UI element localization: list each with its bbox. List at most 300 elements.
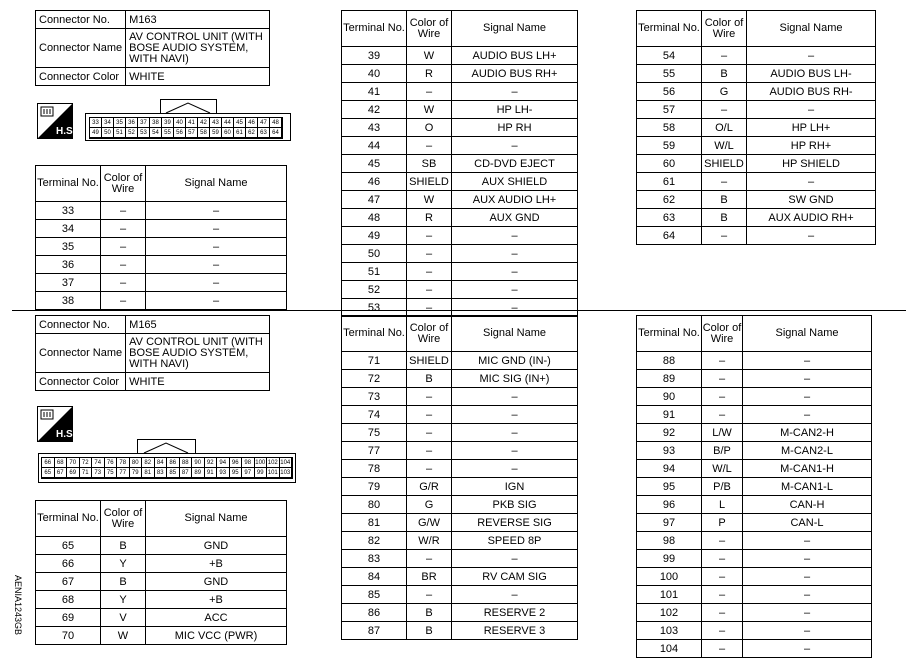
signal-name-cell: +B (146, 591, 287, 609)
signal-name-cell: HP SHIELD (747, 155, 876, 173)
wire-color-cell: – (702, 550, 743, 568)
connector-pin: 61 (234, 128, 246, 138)
signal-name-cell: GND (146, 537, 287, 555)
table-row (637, 83, 876, 101)
signal-name-cell: – (743, 406, 872, 424)
table-row (342, 191, 578, 209)
terminal-no-cell: 91 (637, 406, 702, 424)
connector-pin: 80 (130, 458, 143, 468)
signal-name-cell: – (743, 370, 872, 388)
table-row (342, 496, 578, 514)
terminal-no-cell: 79 (342, 478, 407, 496)
connector-pin: 67 (55, 468, 68, 478)
signal-name-cell: MIC VCC (PWR) (146, 627, 287, 645)
signal-name-cell: – (146, 220, 287, 238)
terminal-no-cell: 35 (36, 238, 101, 256)
wire-color-cell: – (407, 406, 452, 424)
table-row (342, 568, 578, 586)
signal-name-cell: AUDIO BUS RH+ (452, 65, 578, 83)
wire-color-header: Color of Wire (407, 316, 452, 352)
table-row (342, 604, 578, 622)
signal-name-cell: +B (146, 555, 287, 573)
signal-name-cell: ACC (146, 609, 287, 627)
signal-name-cell: – (452, 424, 578, 442)
terminal-no-cell: 69 (36, 609, 101, 627)
connector-pin: 71 (80, 468, 93, 478)
terminal-no-cell: 41 (342, 83, 407, 101)
wire-color-cell: – (702, 173, 747, 191)
connector-pin: 84 (155, 458, 168, 468)
terminal-no-cell: 85 (342, 586, 407, 604)
terminal-no-cell: 102 (637, 604, 702, 622)
signal-name-cell: – (452, 227, 578, 245)
terminal-no-cell: 40 (342, 65, 407, 83)
table-row (342, 155, 578, 173)
terminal-no-cell: 62 (637, 191, 702, 209)
wire-color-cell: B (407, 604, 452, 622)
terminal-no-cell: 78 (342, 460, 407, 478)
hs-label: H.S. (56, 126, 76, 137)
wire-color-cell: B (702, 65, 747, 83)
wire-color-cell: – (407, 245, 452, 263)
connector-pin: 100 (255, 458, 268, 468)
terminal-no-cell: 93 (637, 442, 702, 460)
signal-name-cell: M-CAN1-L (743, 478, 872, 496)
signal-name-cell: HP RH+ (747, 137, 876, 155)
wire-color-cell: – (407, 388, 452, 406)
terminal-no-cell: 95 (637, 478, 702, 496)
terminal-no-cell: 61 (637, 173, 702, 191)
wire-color-cell: BR (407, 568, 452, 586)
wire-color-cell: L/W (702, 424, 743, 442)
terminal-no-cell: 88 (637, 352, 702, 370)
signal-name-cell: – (452, 137, 578, 155)
signal-name-cell: – (747, 101, 876, 119)
wire-color-cell: SHIELD (702, 155, 747, 173)
wire-color-cell: SHIELD (407, 352, 452, 370)
wire-color-cell: – (407, 299, 452, 317)
terminal-table (636, 10, 876, 245)
signal-name-cell: REVERSE SIG (452, 514, 578, 532)
terminal-no-cell: 38 (36, 292, 101, 310)
connector-pin: 95 (230, 468, 243, 478)
terminal-table (35, 165, 287, 310)
wire-color-cell: – (407, 586, 452, 604)
terminal-no-cell: 104 (637, 640, 702, 658)
terminal-no-cell: 58 (637, 119, 702, 137)
terminal-no-cell: 34 (36, 220, 101, 238)
table-row (637, 568, 872, 586)
signal-name-cell: HP LH- (452, 101, 578, 119)
terminal-no-cell: 97 (637, 514, 702, 532)
wire-color-cell: B (101, 573, 146, 591)
signal-name-cell: RESERVE 3 (452, 622, 578, 640)
terminal-no-cell: 60 (637, 155, 702, 173)
terminal-no-cell: 39 (342, 47, 407, 65)
table-row (342, 281, 578, 299)
terminal-no-cell: 57 (637, 101, 702, 119)
table-row (637, 532, 872, 550)
signal-name-cell: – (747, 47, 876, 65)
wire-color-cell: W (407, 101, 452, 119)
signal-name-cell: – (146, 256, 287, 274)
wire-color-cell: – (702, 640, 743, 658)
table-row (342, 424, 578, 442)
wire-color-cell: W (407, 191, 452, 209)
wire-color-cell: – (407, 83, 452, 101)
connector-pin: 97 (242, 468, 255, 478)
terminal-no-cell: 80 (342, 496, 407, 514)
signal-name-cell: CAN-L (743, 514, 872, 532)
signal-name-cell: AUDIO BUS LH- (747, 65, 876, 83)
wire-color-cell: B (407, 370, 452, 388)
signal-name-cell: AUX GND (452, 209, 578, 227)
connector-pin: 51 (114, 128, 126, 138)
table-row (637, 137, 876, 155)
connector-pin: 102 (267, 458, 280, 468)
terminal-no-cell: 99 (637, 550, 702, 568)
wire-color-cell: G (407, 496, 452, 514)
connector-pin: 37 (138, 118, 150, 128)
signal-name-cell: – (743, 622, 872, 640)
connector-info-m165 (35, 315, 270, 391)
connector-pin: 82 (142, 458, 155, 468)
connector-pin: 59 (210, 128, 222, 138)
connector-info-m163 (35, 10, 270, 86)
connector-color-label: Connector Color (36, 68, 126, 86)
table-row (637, 352, 872, 370)
terminal-no-header: Terminal No. (36, 166, 101, 202)
wire-color-cell: G/W (407, 514, 452, 532)
signal-name-cell: – (452, 281, 578, 299)
terminal-no-cell: 86 (342, 604, 407, 622)
signal-name-cell: – (743, 550, 872, 568)
table-row (637, 119, 876, 137)
wire-color-cell: – (702, 604, 743, 622)
connector-pin: 35 (114, 118, 126, 128)
terminal-no-cell: 52 (342, 281, 407, 299)
wire-color-header: Color of Wire (407, 11, 452, 47)
terminal-no-cell: 66 (36, 555, 101, 573)
terminal-no-cell: 100 (637, 568, 702, 586)
table-row (637, 550, 872, 568)
connector-pin: 47 (258, 118, 270, 128)
signal-name-cell: – (452, 406, 578, 424)
table-row (342, 209, 578, 227)
wire-color-cell: G (702, 83, 747, 101)
wire-color-cell: B/P (702, 442, 743, 460)
connector-pin: 104 (280, 458, 293, 468)
table-row (342, 101, 578, 119)
signal-name-cell: AUX AUDIO LH+ (452, 191, 578, 209)
connector-pin: 38 (150, 118, 162, 128)
terminal-no-cell: 65 (36, 537, 101, 555)
table-row (36, 627, 287, 645)
signal-name-cell: CAN-H (743, 496, 872, 514)
terminal-no-cell: 77 (342, 442, 407, 460)
table-row (36, 274, 287, 292)
connector-color-value: WHITE (126, 373, 270, 391)
connector-pin: 91 (205, 468, 218, 478)
terminal-no-cell: 68 (36, 591, 101, 609)
signal-name-cell: GND (146, 573, 287, 591)
wire-color-cell: – (702, 532, 743, 550)
terminal-no-cell: 82 (342, 532, 407, 550)
signal-name-cell: – (743, 568, 872, 586)
wire-color-cell: Y (101, 555, 146, 573)
connector-pin: 81 (142, 468, 155, 478)
table-row (342, 65, 578, 83)
table-row (637, 586, 872, 604)
table-row (637, 388, 872, 406)
connector-pin: 63 (258, 128, 270, 138)
wire-color-cell: P (702, 514, 743, 532)
terminal-no-cell: 101 (637, 586, 702, 604)
table-row (637, 47, 876, 65)
wire-color-cell: – (702, 352, 743, 370)
connector-pin: 88 (180, 458, 193, 468)
wire-color-cell: SHIELD (407, 173, 452, 191)
connector-pin: 74 (92, 458, 105, 468)
connector-pin: 46 (246, 118, 258, 128)
signal-name-header: Signal Name (146, 166, 287, 202)
terminal-no-cell: 48 (342, 209, 407, 227)
wire-color-cell: R (407, 65, 452, 83)
table-row (637, 101, 876, 119)
wire-color-header: Color of Wire (101, 166, 146, 202)
wire-color-cell: W/R (407, 532, 452, 550)
connector-color-label: Connector Color (36, 373, 126, 391)
table-row (637, 227, 876, 245)
table-row (36, 292, 287, 310)
wire-color-cell: W (101, 627, 146, 645)
wire-color-header: Color of Wire (702, 11, 747, 47)
table-row (342, 550, 578, 568)
wire-color-cell: – (407, 424, 452, 442)
signal-name-cell: SPEED 8P (452, 532, 578, 550)
table-row (342, 532, 578, 550)
terminal-no-cell: 87 (342, 622, 407, 640)
terminal-no-header: Terminal No. (36, 501, 101, 537)
connector-pin: 68 (55, 458, 68, 468)
terminal-no-cell: 55 (637, 65, 702, 83)
connector-pin: 62 (246, 128, 258, 138)
signal-name-cell: PKB SIG (452, 496, 578, 514)
table-row (637, 173, 876, 191)
terminal-no-header: Terminal No. (342, 11, 407, 47)
table-row (36, 573, 287, 591)
wire-color-cell: B (101, 537, 146, 555)
wire-color-cell: – (702, 101, 747, 119)
connector-pin: 40 (174, 118, 186, 128)
table-row (342, 47, 578, 65)
connector-pin: 94 (217, 458, 230, 468)
table-row (342, 370, 578, 388)
terminal-no-header: Terminal No. (637, 316, 702, 352)
wire-color-cell: – (702, 47, 747, 65)
signal-name-cell: – (743, 352, 872, 370)
table-row (637, 209, 876, 227)
connector-no-label: Connector No. (36, 316, 126, 334)
connector-name-label: Connector Name (36, 29, 126, 68)
connector-pin: 50 (102, 128, 114, 138)
signal-name-cell: M-CAN2-L (743, 442, 872, 460)
table-row (36, 220, 287, 238)
wire-color-cell: G/R (407, 478, 452, 496)
signal-name-cell: – (452, 586, 578, 604)
table-row (637, 65, 876, 83)
terminal-table (341, 10, 578, 317)
wire-color-cell: B (702, 209, 747, 227)
table-row (637, 424, 872, 442)
terminal-no-cell: 37 (36, 274, 101, 292)
table-row (637, 442, 872, 460)
table-row (342, 173, 578, 191)
signal-name-cell: – (747, 227, 876, 245)
connector-pin: 103 (280, 468, 293, 478)
table-row (36, 256, 287, 274)
wire-color-cell: – (702, 568, 743, 586)
terminal-no-cell: 103 (637, 622, 702, 640)
pin-grid (41, 457, 293, 479)
table-row (342, 622, 578, 640)
terminal-no-cell: 59 (637, 137, 702, 155)
wire-color-cell: – (407, 550, 452, 568)
wire-color-cell: L (702, 496, 743, 514)
table-row (637, 370, 872, 388)
table-row (342, 406, 578, 424)
table-row (342, 299, 578, 317)
wire-color-cell: – (407, 442, 452, 460)
table-row (342, 442, 578, 460)
signal-name-header: Signal Name (452, 316, 578, 352)
signal-name-header: Signal Name (743, 316, 872, 352)
signal-name-cell: CD-DVD EJECT (452, 155, 578, 173)
wire-color-header: Color of Wire (702, 316, 743, 352)
table-row (342, 119, 578, 137)
table-row (36, 202, 287, 220)
wire-color-cell: – (101, 220, 146, 238)
signal-name-cell: – (452, 388, 578, 406)
table-row (637, 604, 872, 622)
connector-color-value: WHITE (126, 68, 270, 86)
terminal-no-cell: 73 (342, 388, 407, 406)
wire-color-cell: – (101, 292, 146, 310)
wire-color-cell: – (702, 586, 743, 604)
terminal-no-cell: 43 (342, 119, 407, 137)
table-row (342, 227, 578, 245)
table-row (36, 609, 287, 627)
wire-color-cell: – (407, 227, 452, 245)
signal-name-cell: M-CAN1-H (743, 460, 872, 478)
connector-no-label: Connector No. (36, 11, 126, 29)
terminal-no-cell: 67 (36, 573, 101, 591)
signal-name-cell: AUDIO BUS LH+ (452, 47, 578, 65)
table-row (342, 352, 578, 370)
connector-pin: 48 (270, 118, 282, 128)
wire-color-cell: O (407, 119, 452, 137)
connector-pin: 70 (67, 458, 80, 468)
table-row (342, 460, 578, 478)
terminal-no-cell: 47 (342, 191, 407, 209)
signal-name-cell: AUX AUDIO RH+ (747, 209, 876, 227)
wire-color-cell: Y (101, 591, 146, 609)
connector-pin: 41 (186, 118, 198, 128)
connector-pin: 96 (230, 458, 243, 468)
wire-color-cell: V (101, 609, 146, 627)
connector-no-value: M163 (126, 11, 270, 29)
signal-name-cell: HP RH (452, 119, 578, 137)
terminal-no-cell: 45 (342, 155, 407, 173)
signal-name-cell: – (747, 173, 876, 191)
connector-pin: 99 (255, 468, 268, 478)
connector-pin: 72 (80, 458, 93, 468)
signal-name-cell: – (452, 83, 578, 101)
terminal-no-cell: 64 (637, 227, 702, 245)
signal-name-cell: – (452, 442, 578, 460)
wire-color-cell: – (702, 622, 743, 640)
signal-name-header: Signal Name (452, 11, 578, 47)
pin-grid (89, 117, 283, 139)
connector-pin: 73 (92, 468, 105, 478)
wire-color-cell: R (407, 209, 452, 227)
connector-pin: 64 (270, 128, 282, 138)
signal-name-cell: – (452, 245, 578, 263)
connector-pin: 49 (90, 128, 102, 138)
connector-pin: 75 (105, 468, 118, 478)
table-row (637, 496, 872, 514)
connector-pin: 77 (117, 468, 130, 478)
signal-name-cell: – (146, 292, 287, 310)
signal-name-cell: – (146, 274, 287, 292)
table-row (637, 155, 876, 173)
connector-name-label: Connector Name (36, 334, 126, 373)
signal-name-cell: – (743, 604, 872, 622)
connector-pin: 86 (167, 458, 180, 468)
table-row (342, 388, 578, 406)
connector-pin: 92 (205, 458, 218, 468)
signal-name-cell: HP LH+ (747, 119, 876, 137)
table-row (342, 586, 578, 604)
wire-color-cell: SB (407, 155, 452, 173)
wire-color-cell: – (101, 202, 146, 220)
table-row (36, 537, 287, 555)
connector-pin: 85 (167, 468, 180, 478)
wire-color-cell: – (407, 460, 452, 478)
wire-color-cell: – (101, 238, 146, 256)
terminal-no-cell: 75 (342, 424, 407, 442)
connector-pin: 76 (105, 458, 118, 468)
table-row (637, 622, 872, 640)
connector-pin: 90 (192, 458, 205, 468)
signal-name-header: Signal Name (747, 11, 876, 47)
signal-name-cell: IGN (452, 478, 578, 496)
wire-color-cell: – (702, 370, 743, 388)
wire-color-cell: – (702, 388, 743, 406)
terminal-table (35, 500, 287, 645)
signal-name-cell: RV CAM SIG (452, 568, 578, 586)
harness-side-icon (37, 103, 76, 139)
connector-pin: 54 (150, 128, 162, 138)
terminal-no-cell: 50 (342, 245, 407, 263)
terminal-no-cell: 92 (637, 424, 702, 442)
signal-name-cell: MIC GND (IN-) (452, 352, 578, 370)
wire-color-cell: B (702, 191, 747, 209)
terminal-no-cell: 96 (637, 496, 702, 514)
connector-pin: 93 (217, 468, 230, 478)
terminal-no-cell: 42 (342, 101, 407, 119)
connector-pin: 45 (234, 118, 246, 128)
